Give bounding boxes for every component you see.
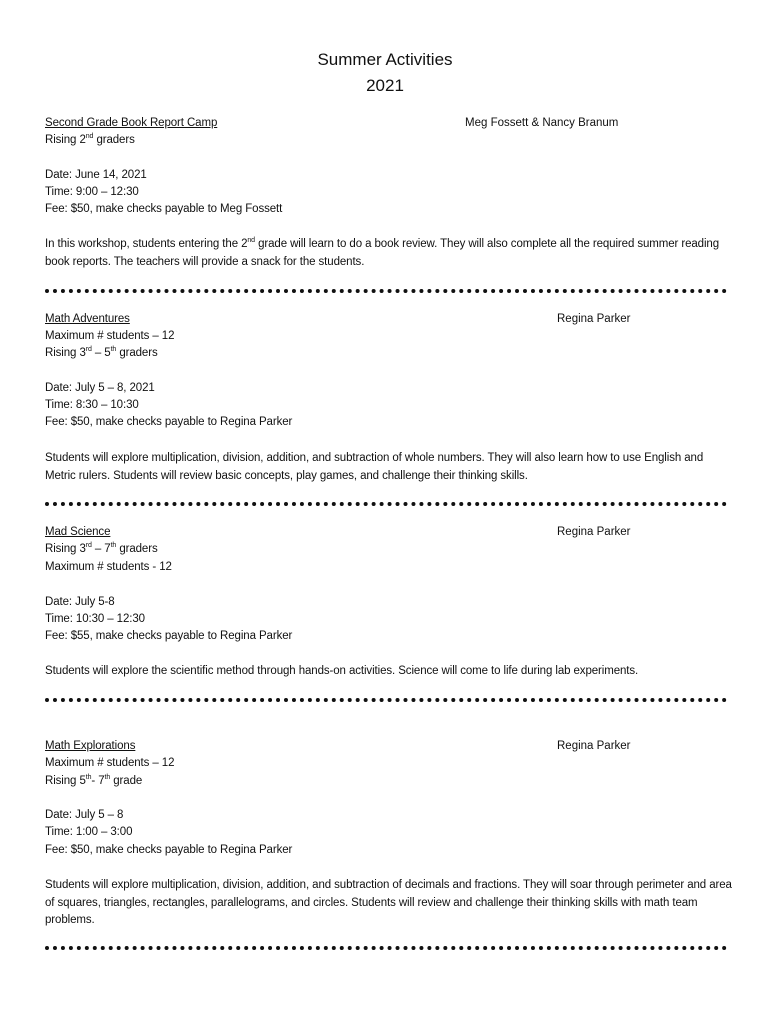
- activity-max-students: Maximum # students - 12: [45, 561, 172, 573]
- page-title: Summer Activities: [317, 50, 453, 69]
- activity-teacher: Regina Parker: [557, 740, 631, 752]
- activity-time: Time: 9:00 – 12:30: [45, 186, 139, 198]
- activity-max-students: Maximum # students – 12: [45, 757, 175, 769]
- activity-fee: Fee: $50, make checks payable to Regina Parker: [45, 416, 293, 428]
- section-divider: [45, 502, 727, 506]
- activity-grade: Rising 3rd – 5th graders: [45, 346, 158, 359]
- activity-teacher: Regina Parker: [557, 526, 631, 538]
- activity-time: Time: 8:30 – 10:30: [45, 399, 139, 411]
- page-year: 2021: [366, 76, 404, 95]
- activity-date: Date: July 5 – 8: [45, 809, 124, 821]
- activity-description: Students will explore the scientific method through hands-on activities. Science will come to life during lab experiments.: [45, 665, 639, 677]
- activity-grade: Rising 5th- 7th grade: [45, 774, 143, 787]
- activity-teacher: Regina Parker: [557, 313, 631, 325]
- activity-grade: Rising 3rd – 7th graders: [45, 542, 158, 555]
- activity-time: Time: 1:00 – 3:00: [45, 826, 133, 838]
- section-divider: [45, 698, 727, 702]
- activity-description: In this workshop, students entering the 2nd grade will learn to do a book review. They will also complete all the required summer reading book reports. The teachers will provide a snack for the students.: [45, 237, 720, 268]
- activity-description: Students will explore multiplication, division, addition, and subtraction of decimals and fractions. They will soar through perimeter and area of squares, triangles, rectangles, parallelograms, and circles. Students will review and challenge their thinking skills with math team problems.: [45, 879, 732, 926]
- activity-max-students: Maximum # students – 12: [45, 330, 175, 342]
- activity-date: Date: July 5-8: [45, 596, 115, 608]
- activity-title: Mad Science: [45, 526, 111, 538]
- section-divider: [45, 289, 727, 293]
- activity-date: Date: June 14, 2021: [45, 169, 147, 181]
- section-divider: [45, 946, 727, 950]
- activity-teacher: Meg Fossett & Nancy Branum: [465, 117, 619, 129]
- activity-fee: Fee: $50, make checks payable to Meg Fossett: [45, 203, 283, 215]
- activity-fee: Fee: $50, make checks payable to Regina Parker: [45, 844, 293, 856]
- activity-date: Date: July 5 – 8, 2021: [45, 382, 155, 394]
- activity-title: Math Explorations: [45, 740, 136, 752]
- activity-description: Students will explore multiplication, division, addition, and subtraction of whole numbers. They will also learn how to use English and Metric rulers. Students will review basic concepts, play games, and challenge their thinking skills.: [45, 452, 704, 482]
- activity-time: Time: 10:30 – 12:30: [45, 613, 145, 625]
- activity-grade: Rising 2nd graders: [45, 133, 135, 146]
- activity-title: Math Adventures: [45, 313, 130, 325]
- activity-title: Second Grade Book Report Camp: [45, 117, 218, 129]
- activity-fee: Fee: $55, make checks payable to Regina Parker: [45, 630, 293, 642]
